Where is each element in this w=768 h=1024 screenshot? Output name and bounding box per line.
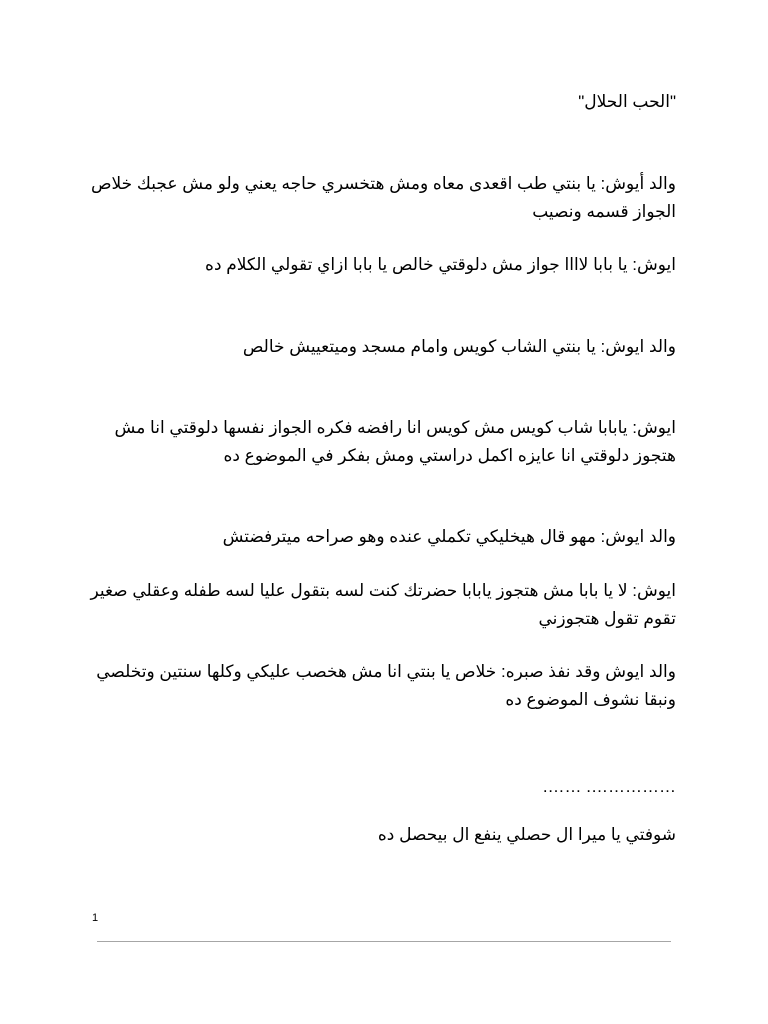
dialogue-paragraph-2: ايوش: يا بابا لاااا جواز مش دلوقتي خالص يا بابا ازاي تقولي الكلام ده <box>205 255 676 274</box>
dialogue-paragraph-1: والد أيوش: يا بنتي طب اقعدى معاه ومش هتخسري حاجه يعني ولو مش عجبك خلاص الجواز قسمه ونصيب <box>90 174 676 221</box>
dialogue-paragraph-4: ايوش: يابابا شاب كويس مش كويس انا رافضه فكره الجواز نفسها دلوقتي انا مش هتجوز دلوقتي انا عايزه اكمل دراستي ومش بفكر في الموضوع ده <box>114 418 676 465</box>
dialogue-paragraph-5: والد ايوش: مهو قال هيخليكي تكملي عنده وهو صراحه ميترفضتش <box>222 527 676 546</box>
dialogue-paragraph-7: والد ايوش وقد نفذ صبره: خلاص يا بنتي انا مش هخصب عليكي وكلها سنتين وتخلصي ونبقا نشوف الموضوع ده <box>96 662 676 709</box>
page-number: 1 <box>92 912 99 924</box>
footer-divider <box>97 941 671 942</box>
dialogue-paragraph-6: ايوش: لا يا بابا مش هتجوز يابابا حضرتك كنت لسه بتقول عليا لسه طفله وعقلي صغير تقوم تقول هتجوزني <box>90 581 676 628</box>
document-title: "الحب الحلال" <box>578 92 676 111</box>
closing-line: شوفتي يا ميرا ال حصلي ينفع ال بيحصل ده <box>377 825 676 844</box>
dialogue-paragraph-3: والد ايوش: يا بنتي الشاب كويس وامام مسجد وميتعييش خالص <box>242 337 676 356</box>
ellipsis-separator: ……………. ……. <box>542 777 676 796</box>
